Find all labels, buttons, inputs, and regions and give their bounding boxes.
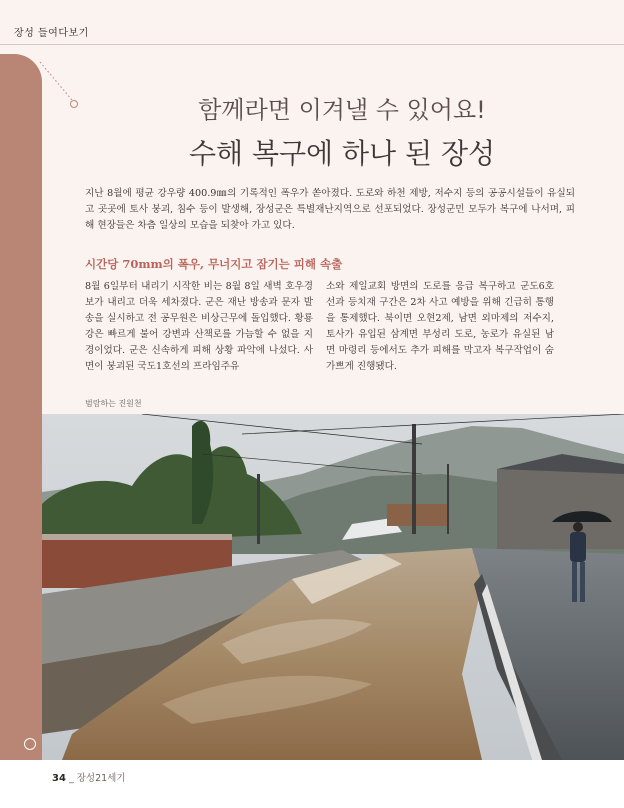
body-column-right: 소와 제일교회 방면의 도로를 응급 복구하고 군도6호선과 등치재 구간은 2차 사고 예방을 위해 긴급히 통행을 통제했다. 북이면 오현2제, 남면 외마제의 저수지, 토사가 유입된 삼계면 부성리 도로, 농로가 유실된 남면 마령리 등에서도 추가 피해를 막고자 복구작업이 숨 가쁘게 진행됐다. [326, 281, 554, 372]
article-title-line1: 함께라면 이겨낼 수 있어요! [198, 96, 486, 124]
body-column-left: 8월 6일부터 내리기 시작한 비는 8월 8일 새벽 호우경보가 내리고 더욱 세차졌다. 군은 재난 방송과 문자 발송을 실시하고 전 공무원은 비상근무에 돌입했다. 황룡강은 빠르게 불어 강변과 산책로를 가늠할 수 없을 지경이었다. 군은 신속하게 피해 상황 파악에 나섰다. 사면이 붕괴된 국도1호선의 프라임주유 [85, 281, 313, 372]
footer-strip [0, 760, 624, 808]
decorative-side-bar [0, 54, 42, 760]
section-label: 장성 들여다보기 [14, 28, 89, 39]
publication-name: 장성21세기 [76, 773, 126, 784]
page-number: 34 [52, 773, 66, 784]
photo-caption: 범람하는 진원천 [85, 399, 142, 408]
page-footer [52, 770, 126, 784]
flood-photo [42, 414, 624, 760]
article-subheading: 시간당 70mm의 폭우, 무너지고 잠기는 피해 속출 [85, 257, 343, 271]
footer-separator: _ [68, 773, 74, 784]
article-title-line2: 수해 복구에 하나 된 장성 [188, 137, 496, 170]
article-lead: 지난 8월에 평균 강우량 400.9㎜의 기록적인 폭우가 쏟아졌다. 도로와 하천 제방, 저수지 등의 공공시설들이 유실되고 곳곳에 토사 붕괴, 침수 등이 발생해, 장성군은 특별재난지역으로 선포되었다. 장성군민 모두가 복구에 나서며, 피해 현장들은 차츰 일상의 모습을 되찾아 가고 있다. [85, 188, 575, 231]
decorative-ring-bottom [24, 738, 36, 750]
header-rule [0, 44, 624, 45]
